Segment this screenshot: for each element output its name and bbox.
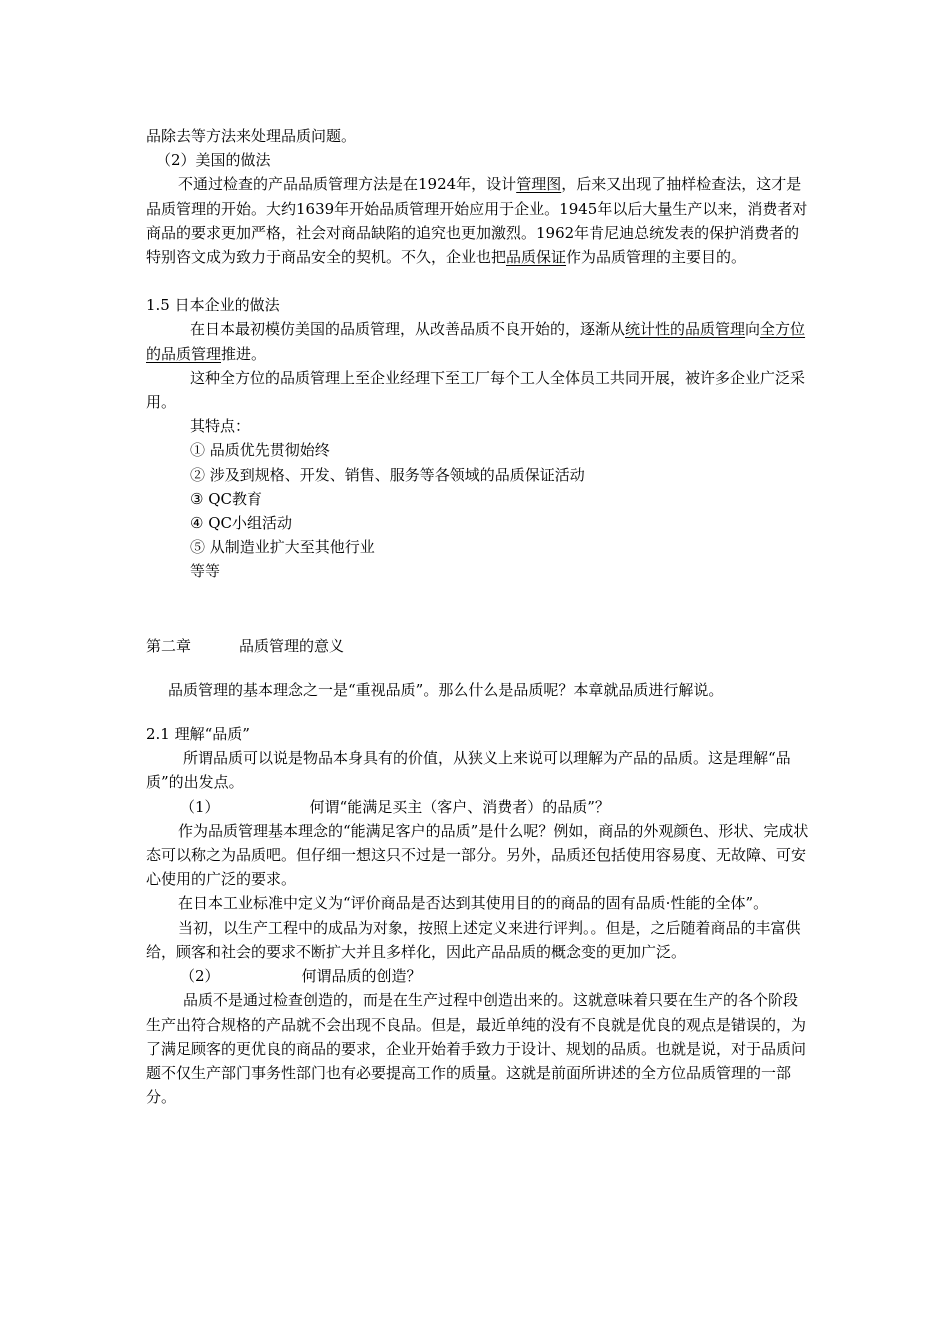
feature-item: ④ QC小组活动 [190,514,292,533]
features-end: 等等 [190,562,221,581]
feature-item: ② 涉及到规格、开发、销售、服务等各领域的品质保证活动 [190,465,585,484]
subheading-2: （2） 何谓品质的创造？ [180,967,422,986]
chapter-heading: 第二章 品质管理的意义 [146,636,345,655]
feature-item: ① 品质优先贯彻始终 [190,441,330,460]
link-quality-assurance[interactable]: 品质保证 [506,248,567,267]
heading-section-2-1: 2.1 理解“品质” [146,725,250,744]
heading-section-1-5: 1.5 日本企业的做法 [146,296,280,315]
heading-us-method: （2）美国的做法 [156,151,271,170]
paragraph-s1-a: 作为品质管理基本理念的“能满足客户的品质”是什么呢？例如，商品的外观颜色、形状、完成状态可以称之为品质吧。但仔细一想这只不过是一部分。另外，品质还包括使用容易度、无故障、可安心使用的广泛的要求。 [146,821,809,889]
paragraph-jp-1: 在日本最初模仿美国的品质管理，从改善品质不良开始的，逐渐从统计性的品质管理向全方位的品质管理推进。 [146,320,806,363]
feature-item: ③ QC教育 [190,489,262,508]
link-total-qc[interactable]: 全方位的品质管理 [146,320,806,363]
link-statistical-qc[interactable]: 统计性的品质管理 [625,320,746,339]
subheading-1: （1） 何谓“能满足买主（客户、消费者）的品质”？ [180,797,610,816]
feature-item: ⑤ 从制造业扩大至其他行业 [190,538,375,557]
paragraph-2-1: 所谓品质可以说是物品本身具有的价值，从狭义上来说可以理解为产品的品质。这是理解“品质”的出发点。 [146,749,791,792]
document-body [146,124,811,1109]
features-title: 其特点： [190,417,251,436]
paragraph-us: 不通过检查的产品品质管理方法是在1924年，设计管理图，后来又出现了抽样检查法，这才是品质管理的开始。大约1639年开始品质管理开始应用于企业。1945年以后大量生产以来，消费者对商品的要求更加严格，社会对商品缺陷的追究也更加激烈。1962年肯尼迪总统发表的保护消费者的特别咨文成为致力于商品安全的契机。不久，企业也把品质保证作为品质管理的主要目的。 [146,175,808,267]
link-control-chart[interactable]: 管理图 [516,175,562,194]
paragraph-jp-2: 这种全方位的品质管理上至企业经理下至工厂每个工人全体员工共同开展，被许多企业广泛采用。 [146,368,806,412]
paragraph-s1-b: 在日本工业标准中定义为“评价商品是否达到其使用目的的商品的固有品质·性能的全体”。 [178,894,769,913]
paragraph-s1-c: 当初，以生产工程中的成品为对象，按照上述定义来进行评判。。但是，之后随着商品的丰富供给，顾客和社会的要求不断扩大并且多样化，因此产品品质的概念变的更加广泛。 [146,918,801,961]
paragraph-s2: 品质不是通过检查创造的，而是在生产过程中创造出来的。这就意味着只要在生产的各个阶段生产出符合规格的产品就不会出现不良品。但是，最近单纯的没有不良就是优良的观点是错误的，为了满足顾客的更优良的商品的要求，企业开始着手致力于设计、规划的品质。也就是说，对于品质问题不仅生产部门事务性部门也有必要提高工作的质量。这就是前面所讲述的全方位品质管理的一部分。 [146,991,807,1107]
chapter-intro: 品质管理的基本理念之一是“重视品质”。那么什么是品质呢？本章就品质进行解说。 [168,680,724,699]
paragraph-continued: 品除去等方法来处理品质问题。 [146,127,357,145]
